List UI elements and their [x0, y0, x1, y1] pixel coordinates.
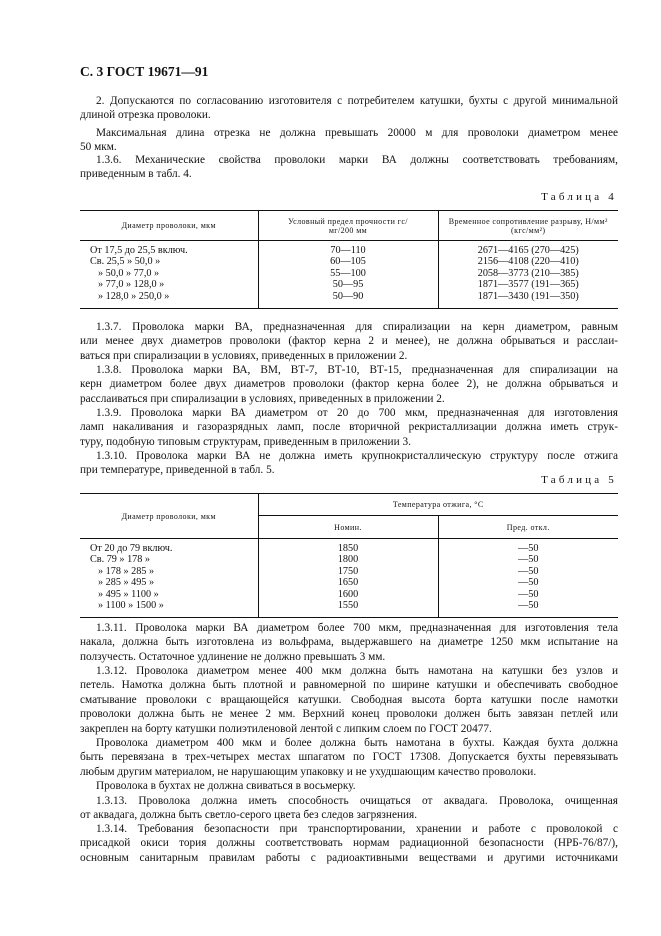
- table-5-header-nominal: Номин.: [258, 516, 438, 539]
- text-line: приведенным в табл. 4.: [80, 168, 192, 181]
- table-5-cell: 1750: [258, 566, 438, 577]
- table-5-header-tolerance: Пред. откл.: [438, 516, 618, 539]
- paragraph-1-3-11: [80, 621, 618, 664]
- text-line: основным санитарным правилам работы с радиоактивными веществами и другими источниками: [80, 851, 618, 864]
- table-4-cell: Св. 25,5 » 50,0 »: [90, 256, 161, 268]
- table-4-cell: » 77,0 » 128,0 »: [98, 279, 165, 291]
- paragraph-1-3-13: [80, 794, 618, 823]
- table-5-cell: От 20 до 79 включ.: [90, 543, 173, 554]
- text-line: туру, подобную типовым структурам, приведенным в приложении 3.: [80, 435, 411, 448]
- table-5-cell: —50: [438, 566, 618, 577]
- paragraph-1-3-7: [80, 320, 618, 363]
- table-5-cell: —50: [438, 554, 618, 565]
- paragraph-1-3-12: [80, 664, 618, 736]
- text-line: 1.3.12. Проволока диаметром менее 400 мкм должна быть намотана на катушки без узлов и: [96, 665, 618, 677]
- text-line: любым другим материалом, не нарушающим упаковку и не ухудшающим качество проволоки.: [80, 765, 537, 778]
- paragraph-max-length: [80, 126, 618, 155]
- paragraph-coils: [80, 736, 618, 779]
- text-line: от аквадага, должна быть светло-серого цвета без следов загрязнения.: [80, 809, 418, 822]
- text-line: 1.3.14. Требования безопасности при транспортировании, хранении и работе с проволокой с: [96, 823, 618, 835]
- table-4-cell: 1871—3577 (191—365): [438, 279, 618, 290]
- text-line: 1.3.6. Механические свойства проволоки марки ВА должны соответствовать требованиям,: [96, 154, 618, 166]
- paragraph-note-2: [80, 94, 618, 123]
- table-5-cell: 1850: [258, 539, 438, 555]
- text-line: ползучесть. Остаточное удлинение не должно превышать 3 мм.: [80, 650, 386, 663]
- table-5-cell: Св. 79 » 178 »: [90, 554, 150, 566]
- paragraph-1-3-9: [80, 406, 618, 449]
- text-line: 1.3.13. Проволока должна иметь способность очищаться от аквадага. Проволока, очищенная: [96, 795, 618, 807]
- table-4-cell: 2671—4165 (270—425): [438, 241, 618, 257]
- table-5-cell: » 178 » 285 »: [98, 565, 155, 577]
- table-5-caption: Таблица 5: [541, 474, 617, 486]
- table-4-cell: 55—100: [258, 268, 438, 279]
- table-4-cell: 2058—3773 (210—385): [438, 268, 618, 279]
- text-line: проволоки должна быть не менее 2 мм. Верхний конец проволоки должен быть завязан петлей или: [80, 708, 618, 721]
- page-header: С. 3 ГОСТ 19671—91: [80, 64, 209, 79]
- table-5: [80, 493, 618, 618]
- table-4-cell: 50—90: [258, 291, 438, 309]
- table-4-cell: 50—95: [258, 279, 438, 290]
- table-4-caption: Таблица 4: [541, 191, 617, 203]
- text-line: 1.3.9. Проволока марки ВА диаметром от 20 до 700 мкм, предназначенная для изготовления: [96, 407, 618, 419]
- table-4-cell: » 50,0 » 77,0 »: [98, 267, 160, 279]
- table-4-cell: 70—110: [258, 241, 438, 257]
- text-line: присадкой окиси тория должны соответствовать нормам радиационной безопасности (НРБ-76/87/),: [80, 837, 618, 850]
- text-line: расслаиваться при спирализации в условиях, приведенных в приложении 2.: [80, 392, 445, 405]
- paragraph-1-3-6: [80, 153, 618, 182]
- text-line: сматывание проволоки с вращающейся катушки. Свободная высота борта катушки после намотки: [80, 693, 618, 706]
- text-line: Проволока диаметром 400 мкм и более должна быть намотана в бухты. Каждая бухта должна: [96, 737, 618, 749]
- table-4: [80, 210, 618, 309]
- paragraph-figure-eight: [80, 779, 618, 793]
- paragraph-1-3-10: [80, 449, 618, 478]
- table-5-cell: —50: [438, 539, 618, 555]
- text-line: Проволока в бухтах не должна свиваться в восьмерку.: [96, 780, 356, 792]
- table-4-cell: » 128,0 » 250,0 »: [80, 291, 258, 309]
- table-5-cell: 1550: [258, 600, 438, 618]
- table-5-cell: 1800: [258, 554, 438, 565]
- text-line: Максимальная длина отрезка не должна превышать 20000 м для проволоки диаметром менее: [96, 127, 618, 139]
- text-line: 1.3.10. Проволока марки ВА не должна иметь крупнокристаллическую структуру после отжига: [96, 450, 618, 462]
- table-5-cell: —50: [438, 577, 618, 588]
- table-4-cell: 60—105: [258, 256, 438, 267]
- text-line: 50 мкм.: [80, 141, 117, 154]
- text-line: 1.3.8. Проволока марки ВА, ВМ, ВТ-7, ВТ-10, ВТ-15, предназначенная для спирализации на: [96, 364, 618, 376]
- table-4-header-diameter: Диаметр проволоки, мкм: [80, 211, 258, 241]
- table-4-header-strength: Условный предел прочности гс/мг/200 мм: [258, 211, 438, 241]
- table-5-header-diameter: Диаметр проволоки, мкм: [80, 494, 258, 539]
- paragraph-1-3-8: [80, 363, 618, 406]
- table-5-header-temperature: Температура отжига, °С: [258, 494, 618, 516]
- text-line: ваться при спирализации в условиях, приведенных в приложении 2.: [80, 349, 408, 362]
- text-line: 2. Допускаются по согласованию изготовителя с потребителем катушки, бухты с другой минимальной: [96, 95, 618, 107]
- table-4-header-resistance: Временное сопротивление разрыву, Н/мм² (кгс/мм²): [438, 211, 618, 241]
- table-5-cell: » 495 » 1100 »: [98, 588, 159, 600]
- text-line: или менее двух диаметров проволоки (фактор керна 2 и менее), не должна обрываться и расслаи-: [80, 335, 618, 348]
- text-line: ламп накаливания и газоразрядных ламп, после вторичной рекристаллизации должна иметь струк-: [80, 421, 618, 434]
- text-line: накала, должна быть изготовлена из вольфрама, выдержавшего на диаметре 1250 мкм испытание на: [80, 636, 618, 649]
- table-4-cell: От 17,5 до 25,5 включ.: [90, 245, 188, 256]
- text-line: быть перевязана в трех-четырех местах шпагатом по ГОСТ 17308. Допускается бухты перевязывать: [80, 751, 618, 764]
- text-line: длиной отрезка проволоки.: [80, 109, 211, 122]
- text-line: 1.3.7. Проволока марки ВА, предназначенная для спирализации на керн диаметром, равным: [96, 321, 618, 333]
- text-line: петель. Намотка должна быть плотной и равномерной по ширине катушки и обеспечивать свободное: [80, 679, 618, 692]
- table-4-cell: 2156—4108 (220—410): [438, 256, 618, 267]
- table-5-cell: —50: [438, 600, 618, 618]
- table-5-cell: » 285 » 495 »: [98, 577, 155, 589]
- text-line: 1.3.11. Проволока марки ВА диаметром более 700 мкм, предназначенная для изготовления тела: [96, 622, 618, 634]
- table-5-cell: —50: [438, 589, 618, 600]
- table-5-cell: 1650: [258, 577, 438, 588]
- table-5-cell: » 1100 » 1500 »: [80, 600, 258, 618]
- text-line: закреплен на борту катушки полиэтиленовой лентой с липким слоем по ГОСТ 20477.: [80, 722, 492, 735]
- text-line: при температуре, приведенной в табл. 5.: [80, 464, 275, 477]
- table-5-cell: 1600: [258, 589, 438, 600]
- paragraph-1-3-14: [80, 822, 618, 865]
- table-4-cell: 1871—3430 (191—350): [438, 291, 618, 309]
- text-line: керн диаметром более двух диаметров проволоки (фактор керна более 2), не должна обрываться и: [80, 378, 618, 391]
